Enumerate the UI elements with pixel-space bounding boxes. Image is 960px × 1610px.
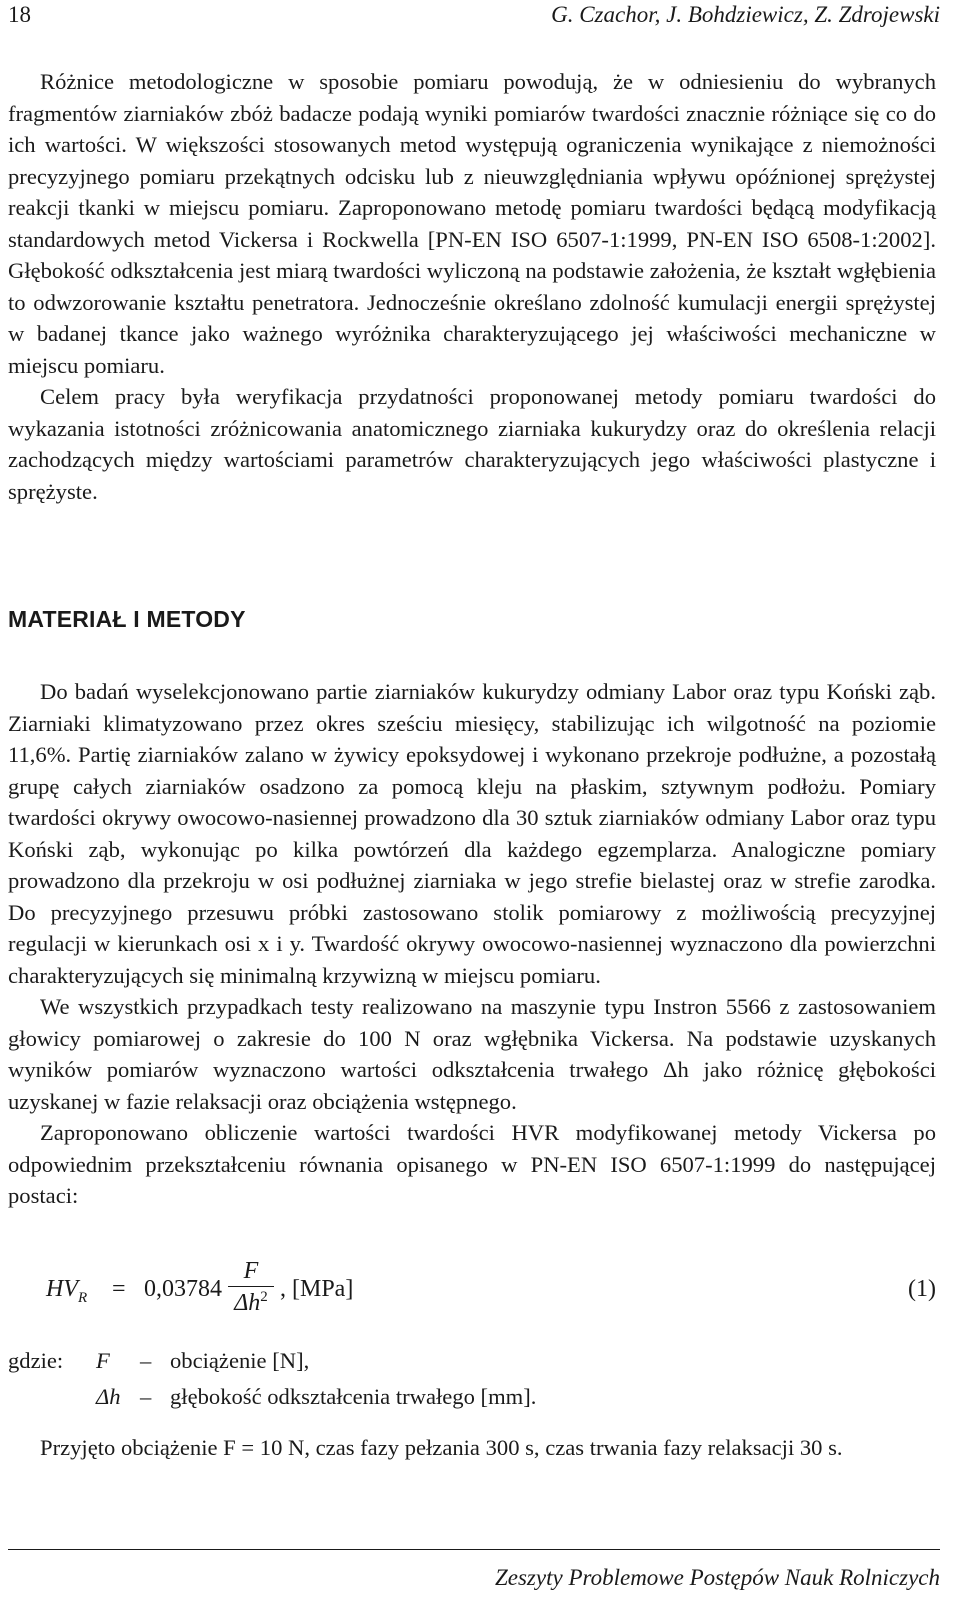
denominator-symbol: Δh: [234, 1290, 261, 1316]
paragraph: We wszystkich przypadkach testy realizowano na maszynie typu Instron 5566 z zastosowaniem głowicy pomiarowej o zakresie do 100 N oraz wgłębnika Vickersa. Na podstawie uzyskanych wyników pomiarów wyznaczono wartości odkształcenia trwałego Δh jako różnicę głębokości uzyskanej w fazie relaksacji oraz obciążenia wstępnego.: [8, 994, 936, 1114]
closing-text: [8, 1432, 936, 1464]
legend-symbol: F: [96, 1348, 110, 1373]
equation: [8, 1258, 936, 1338]
equation-lhs-symbol: HV: [46, 1276, 78, 1302]
equation-fraction: [226, 1258, 276, 1317]
page-header: [8, 0, 940, 36]
paragraph: Zaproponowano obliczenie wartości twardości HVR modyfikowanej metody Vickersa po odpowiednim przekształceniu równania opisanego w PN-EN ISO 6507-1:1999 do następującej postaci:: [8, 1120, 936, 1208]
legend-dash: –: [140, 1384, 152, 1409]
paragraph: Różnice metodologiczne w sposobie pomiaru powodują, że w odniesieniu do wybranych fragmentów ziarniaków zbóż badacze podają wyniki pomiarów twardości znacznie różniące się co do ich wartości. W większości stosowanych metod występują ograniczenia wynikające z niemożności precyzyjnego pomiaru przekątnych odcisku lub z nieuwzględniania wpływu opóźnionej sprężystej reakcji tkanki w miejscu pomiaru. Zaproponowano metodę pomiaru twardości będącą modyfikacją standardowych metod Vickersa i Rockwella [PN-EN ISO 6507-1:1999, PN-EN ISO 6508-1:2002]. Głębokość odkształcenia jest miarą twardości wyliczoną na podstawie założenia, że kształt wgłębienia to odwzorowanie kształtu penetratora. Jednocześnie określano zdolność kumulacji energii sprężystej w badanej tkance jako ważnego wyróżnika charakteryzującego jej właściwości mechaniczne w miejscu pomiaru.: [8, 69, 936, 378]
denominator-exponent: 2: [260, 1289, 268, 1305]
legend-description: głębokość odkształcenia trwałego [mm].: [170, 1384, 537, 1409]
equation-coefficient: 0,03784: [144, 1276, 222, 1302]
equation-number: (1): [908, 1276, 936, 1302]
methods-text: [8, 676, 936, 1212]
legend-symbol: Δh: [96, 1384, 121, 1409]
journal-title: Zeszyty Problemowe Postępów Nauk Rolniczych: [494, 1565, 940, 1590]
equation-unit: , [MPa]: [280, 1276, 354, 1302]
legend-label: gdzie:: [8, 1348, 64, 1373]
section-heading: MATERIAŁ I METODY: [8, 606, 246, 632]
legend-description: obciążenie [N],: [170, 1348, 310, 1373]
footer-divider: [8, 1549, 940, 1550]
introduction-text: [8, 66, 936, 507]
fraction-denominator: [226, 1287, 276, 1317]
running-title: G. Czachor, J. Bohdziewicz, Z. Zdrojewski: [551, 2, 940, 27]
equation-lhs-subscript: R: [78, 1289, 88, 1306]
fraction-numerator: F: [243, 1258, 259, 1284]
paragraph: Przyjęto obciążenie F = 10 N, czas fazy pełzania 300 s, czas trwania fazy relaksacji 30 s.: [40, 1435, 843, 1460]
legend-dash: –: [140, 1348, 152, 1373]
page-number: 18: [8, 2, 31, 27]
equation-lhs: [46, 1276, 87, 1307]
paragraph: Celem pracy była weryfikacja przydatności proponowanej metody pomiaru twardości do wykazania istotności zróżnicowania anatomicznego ziarniaka kukurydzy oraz do określenia relacji zachodzących między wartościami parametrów charakteryzujących jego właściwości plastyczne i sprężyste.: [8, 384, 936, 504]
equation-equals: =: [112, 1276, 126, 1302]
paragraph: Do badań wyselekcjonowano partie ziarniaków kukurydzy odmiany Labor oraz typu Koński ząb. Ziarniaki klimatyzowano przez okres sześciu miesięcy, stabilizując ich wilgotność na poziomie 11,6%. Partię ziarniaków zalano w żywicy epoksydowej i wykonano przekroje podłużne, a pozostałą grupę całych ziarniaków osadzono za pomocą kleju na płaskim, sztywnym podłożu. Pomiary twardości okrywy owocowo-nasiennej prowadzono dla 30 sztuk ziarniaków odmiany Labor oraz typu Koński ząb, wykonując po kilka powtórzeń dla każdego egzemplarza. Analogiczne pomiary prowadzono dla przekroju w osi podłużnej ziarniaka w jego strefie bielastej oraz w strefie zarodka. Do precyzyjnego przesuwu próbki zastosowano stolik pomiarowy z możliwością precyzyjnej regulacji w kierunkach osi x i y. Twardość okrywy owocowo-nasiennej wyznaczono dla powierzchni charakteryzujących się minimalną krzywizną w miejscu pomiaru.: [8, 679, 936, 988]
